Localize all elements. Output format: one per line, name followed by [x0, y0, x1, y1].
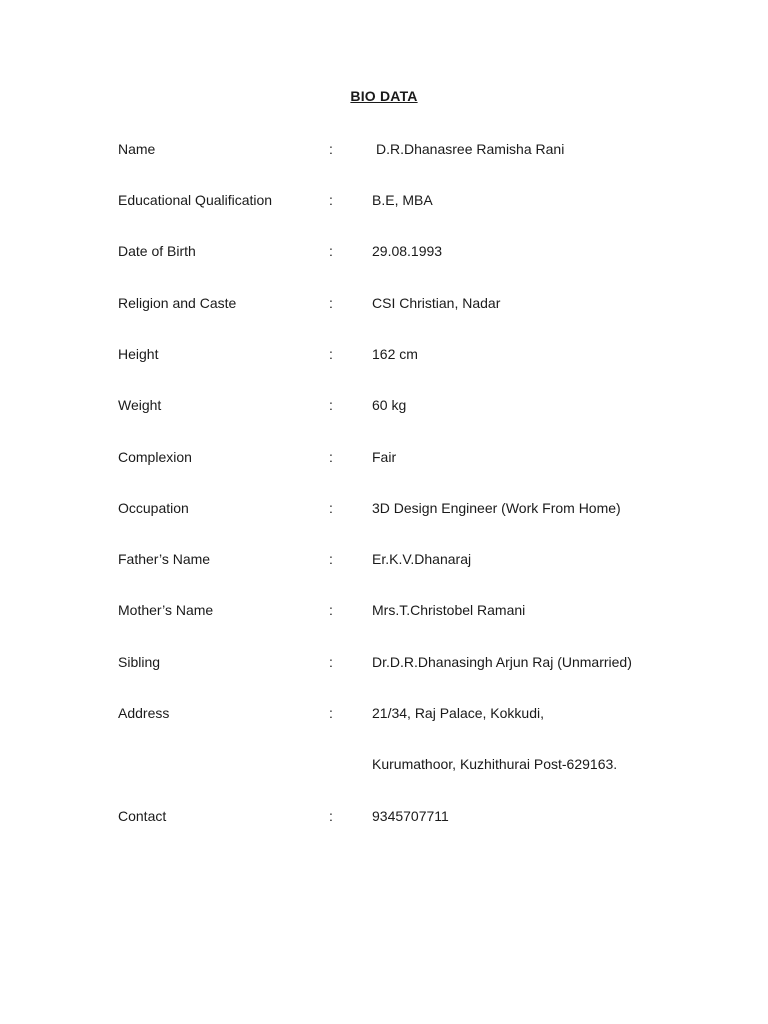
- field-separator: :: [329, 602, 333, 618]
- field-label: Educational Qualification: [118, 192, 273, 208]
- field-row-contact: [0, 805, 768, 827]
- field-value: 162 cm: [372, 346, 418, 362]
- field-separator: :: [329, 192, 333, 208]
- field-value: Kurumathoor, Kuzhithurai Post-629163.: [372, 756, 618, 772]
- field-row-address-line-2: [0, 753, 768, 775]
- field-row-weight: [0, 394, 768, 416]
- field-value: D.R.Dhanasree Ramisha Rani: [376, 141, 565, 157]
- field-row-occupation: [0, 497, 768, 519]
- field-row-address: [0, 702, 768, 724]
- document-title: BIO DATA: [350, 88, 418, 104]
- field-row-complexion: [0, 446, 768, 468]
- field-value: 60 kg: [372, 397, 407, 413]
- field-label: Complexion: [118, 449, 192, 465]
- field-value: Fair: [372, 449, 397, 465]
- field-label: Address: [118, 705, 170, 721]
- field-value: 9345707711: [372, 808, 449, 824]
- field-row-sibling: [0, 651, 768, 673]
- field-label: Father’s Name: [118, 551, 211, 567]
- field-label: Sibling: [118, 654, 161, 670]
- field-value: B.E, MBA: [372, 192, 433, 208]
- field-value: Mrs.T.Christobel Ramani: [372, 602, 526, 618]
- field-separator: :: [329, 808, 333, 824]
- field-label: Occupation: [118, 500, 189, 516]
- field-separator: :: [329, 551, 333, 567]
- field-separator: :: [329, 243, 333, 259]
- field-separator: :: [329, 346, 333, 362]
- field-separator: :: [329, 654, 333, 670]
- field-row-name: [0, 138, 768, 160]
- field-label: Religion and Caste: [118, 295, 237, 311]
- field-row-date-of-birth: [0, 240, 768, 262]
- field-row-height: [0, 343, 768, 365]
- field-separator: :: [329, 397, 333, 413]
- field-value: 29.08.1993: [372, 243, 443, 259]
- field-value: CSI Christian, Nadar: [372, 295, 501, 311]
- field-value: 3D Design Engineer (Work From Home): [372, 500, 621, 516]
- field-row-religion: [0, 292, 768, 314]
- field-value: Er.K.V.Dhanaraj: [372, 551, 472, 567]
- field-value: 21/34, Raj Palace, Kokkudi,: [372, 705, 544, 721]
- field-label: Height: [118, 346, 159, 362]
- field-separator: :: [329, 705, 333, 721]
- field-label: Date of Birth: [118, 243, 196, 259]
- field-row-father-name: [0, 548, 768, 570]
- field-label: Weight: [118, 397, 162, 413]
- field-label: Mother’s Name: [118, 602, 214, 618]
- field-value: Dr.D.R.Dhanasingh Arjun Raj (Unmarried): [372, 654, 632, 670]
- field-label: Contact: [118, 808, 167, 824]
- field-row-mother-name: [0, 599, 768, 621]
- field-label: Name: [118, 141, 156, 157]
- field-separator: :: [329, 295, 333, 311]
- field-separator: :: [329, 500, 333, 516]
- field-separator: :: [329, 449, 333, 465]
- field-row-education: [0, 189, 768, 211]
- field-separator: :: [329, 141, 333, 157]
